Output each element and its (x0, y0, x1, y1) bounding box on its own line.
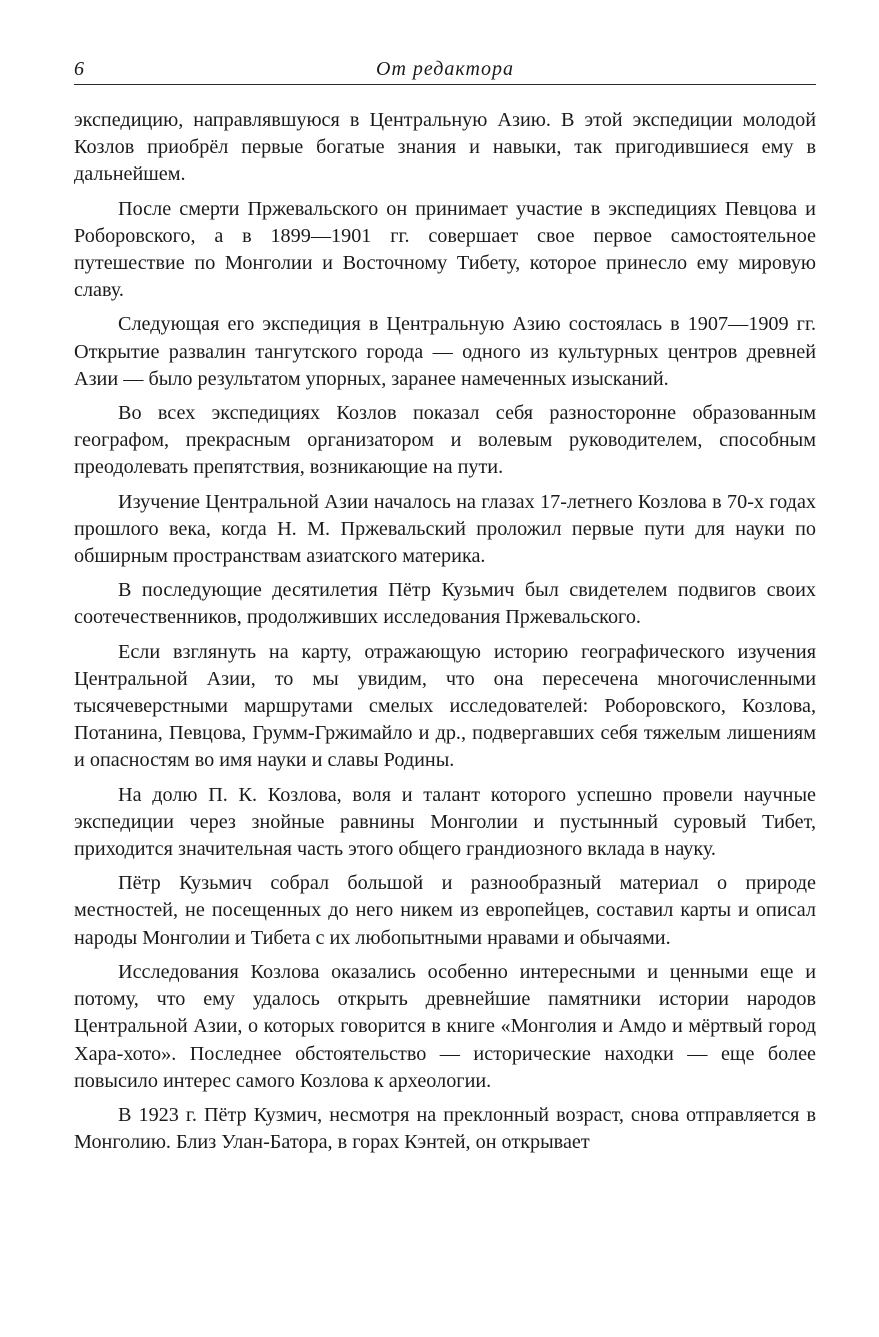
paragraph-4: Во всех экспедициях Козлов показал себя разносторонне образованным географом, прекрасным организатором и волевым руководителем, способным преодолевать препятствия, возникающие на пути. (74, 402, 816, 479)
paragraph-1: экспедицию, направлявшуюся в Центральную Азию. В этой экспедиции молодой Козлов приобрёл первые богатые знания и навыки, так пригодившиеся ему в дальнейшем. (74, 109, 816, 186)
running-title: От редактора (376, 58, 514, 80)
body-text (74, 107, 816, 1163)
paragraph-6: В последующие десятилетия Пётр Кузьмич был свидетелем подвигов своих соотечественников, продолживших исследования Пржевальского. (74, 579, 816, 629)
paragraph-10: Исследования Козлова оказались особенно интересными и ценными еще и потому, что ему удалось открыть древнейшие памятники истории народов Центральной Азии, о которых говорится в книге «Монголия и Амдо и мёртвый город Хара-хото». Последнее обстоятельство — исторические находки — еще более повысило интерес самого Козлова к археологии. (74, 960, 816, 1092)
paragraph-9: Пётр Кузьмич собрал большой и разнообразный материал о природе местностей, не посещенных до него никем из европейцев, составил карты и описал народы Монголии и Тибета с их любопытными нравами и обычаями. (74, 872, 816, 949)
paragraph-8: На долю П. К. Козлова, воля и талант которого успешно провели научные экспедиции через знойные равнины Монголии и пустынный суровый Тибет, приходится значительная часть этого общего грандиозного вклада в науку. (74, 783, 816, 861)
paragraph-7: Если взглянуть на карту, отражающую историю географического изучения Центральной Азии, то мы увидим, что она пересечена многочисленными тысячеверстными маршрутами смелых исследователей: Роборовского, Козлова, Потанина, Певцова, Грумм-Гржимайло и др., подвергавших себя тяжелым лишениям и опасностям во имя науки и славы Родины. (74, 640, 816, 772)
paragraph-2: После смерти Пржевальского он принимает участие в экспедициях Певцова и Роборовского, а в 1899—1901 гг. совершает свое первое самостоятельное путешествие по Монголии и Восточному Тибету, которое принесло ему мировую славу. (74, 197, 816, 302)
paragraph-3: Следующая его экспедиция в Центральную Азию состоялась в 1907—1909 гг. Открытие развалин тангутского города — одного из культурных центров древней Азии — было результатом упорных, заранее намеченных изысканий. (74, 313, 816, 390)
paragraph-5: Изучение Центральной Азии началось на глазах 17-летнего Козлова в 70-х годах прошлого века, когда Н. М. Пржевальский проложил первые пути для науки по обширным пространствам азиатского материка. (74, 490, 816, 568)
paragraph-11: В 1923 г. Пётр Кузмич, несмотря на преклонный возраст, снова отправляется в Монголию. Близ Улан-Батора, в горах Кэнтей, он открывает (74, 1103, 816, 1154)
page-number: 6 (74, 58, 84, 80)
page-header (74, 52, 816, 85)
